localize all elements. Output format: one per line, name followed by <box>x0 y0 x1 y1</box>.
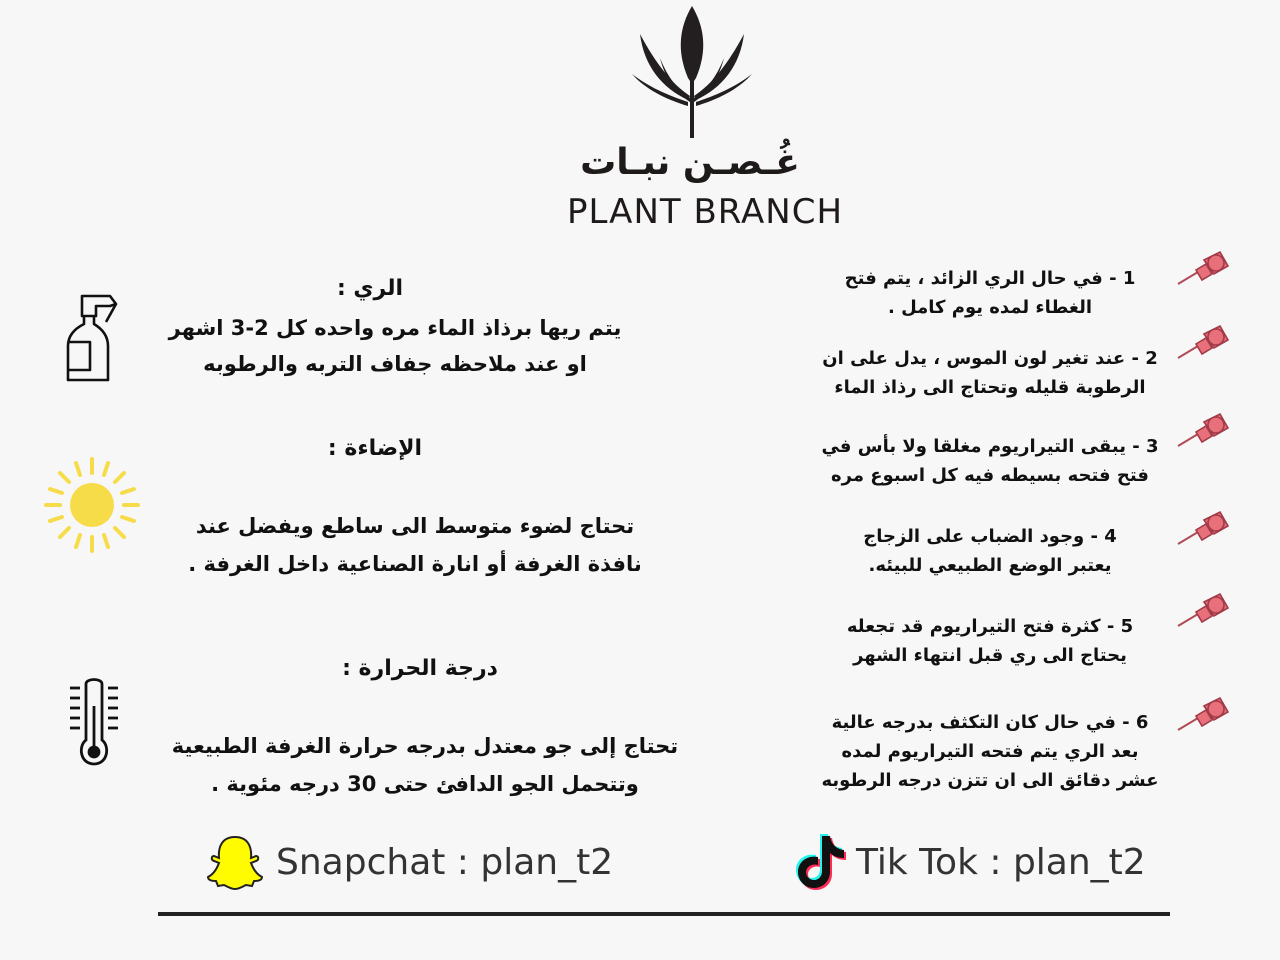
tip-item <box>800 708 1180 795</box>
footer-divider <box>158 912 1170 916</box>
snapchat-handle: Snapchat : plan_t2 <box>276 842 614 883</box>
brand-name-english: PLANT BRANCH <box>566 192 844 232</box>
tip-line: بعد الري يتم فتحه التيراريوم لمده <box>841 741 1139 762</box>
tip-line: يحتاج الى ري قبل انتهاء الشهر <box>853 645 1127 666</box>
temperature-line-1: تحتاج إلى جو معتدل بدرجه حرارة الغرفة الطبيعية <box>171 734 679 758</box>
pushpin-icon <box>1176 508 1232 548</box>
thermometer-icon <box>66 676 122 768</box>
brand-name-arabic: غُـصـن نبـات <box>580 142 800 183</box>
tip-line: عشر دقائق الى ان تتزن درجه الرطوبه <box>821 770 1159 791</box>
tip-line: الرطوبة قليله وتحتاج الى رذاذ الماء <box>834 377 1146 398</box>
sun-icon <box>42 455 142 555</box>
lighting-title: الإضاءة : <box>327 436 423 461</box>
temperature-line-2: وتتحمل الجو الدافئ حتى 30 درجه مئوية . <box>211 772 639 796</box>
tip-item <box>800 264 1180 322</box>
tip-line: 5 - كثرة فتح التيراريوم قد تجعله <box>846 616 1134 637</box>
tiktok-icon <box>794 832 848 890</box>
tip-line: 2 - عند تغير لون الموس ، يدل على ان <box>822 348 1158 369</box>
tip-line: يعتبر الوضع الطبيعي للبيئه. <box>868 555 1112 576</box>
lighting-line-2: نافذة الغرفة أو انارة الصناعية داخل الغرفة . <box>188 552 642 576</box>
pushpin-icon <box>1176 590 1232 630</box>
leaf-logo-icon <box>630 4 754 140</box>
tip-item <box>800 344 1180 402</box>
tip-line: 6 - في حال كان التكثف بدرجه عالية <box>831 712 1149 733</box>
snapchat-icon <box>206 834 264 890</box>
tip-line: 3 - يبقى التيراريوم مغلقا ولا بأس في <box>821 436 1159 457</box>
spray-bottle-icon <box>62 292 120 384</box>
tip-item <box>800 432 1180 490</box>
pushpin-icon <box>1176 410 1232 450</box>
watering-title: الري : <box>336 276 404 301</box>
tip-item <box>800 522 1180 580</box>
tiktok-handle: Tik Tok : plan_t2 <box>856 842 1146 883</box>
tip-item <box>800 612 1180 670</box>
lighting-line-1: تحتاج لضوء متوسط الى ساطع ويفضل عند <box>195 514 635 538</box>
tip-line: فتح فتحه بسيطه فيه كل اسبوع مره <box>831 465 1149 486</box>
tip-line: الغطاء لمده يوم كامل . <box>887 297 1092 318</box>
temperature-title: درجة الحرارة : <box>342 656 498 681</box>
pushpin-icon <box>1176 322 1232 362</box>
pushpin-icon <box>1176 248 1232 288</box>
tip-line: 4 - وجود الضباب على الزجاج <box>863 526 1117 547</box>
pushpin-icon <box>1176 694 1232 734</box>
watering-line-2: او عند ملاحظه جفاف التربه والرطوبه <box>203 352 587 376</box>
tip-line: 1 - في حال الري الزائد ، يتم فتح <box>844 268 1136 289</box>
watering-line-1: يتم ريها برذاذ الماء مره واحده كل 2-3 اشهر <box>168 316 622 340</box>
